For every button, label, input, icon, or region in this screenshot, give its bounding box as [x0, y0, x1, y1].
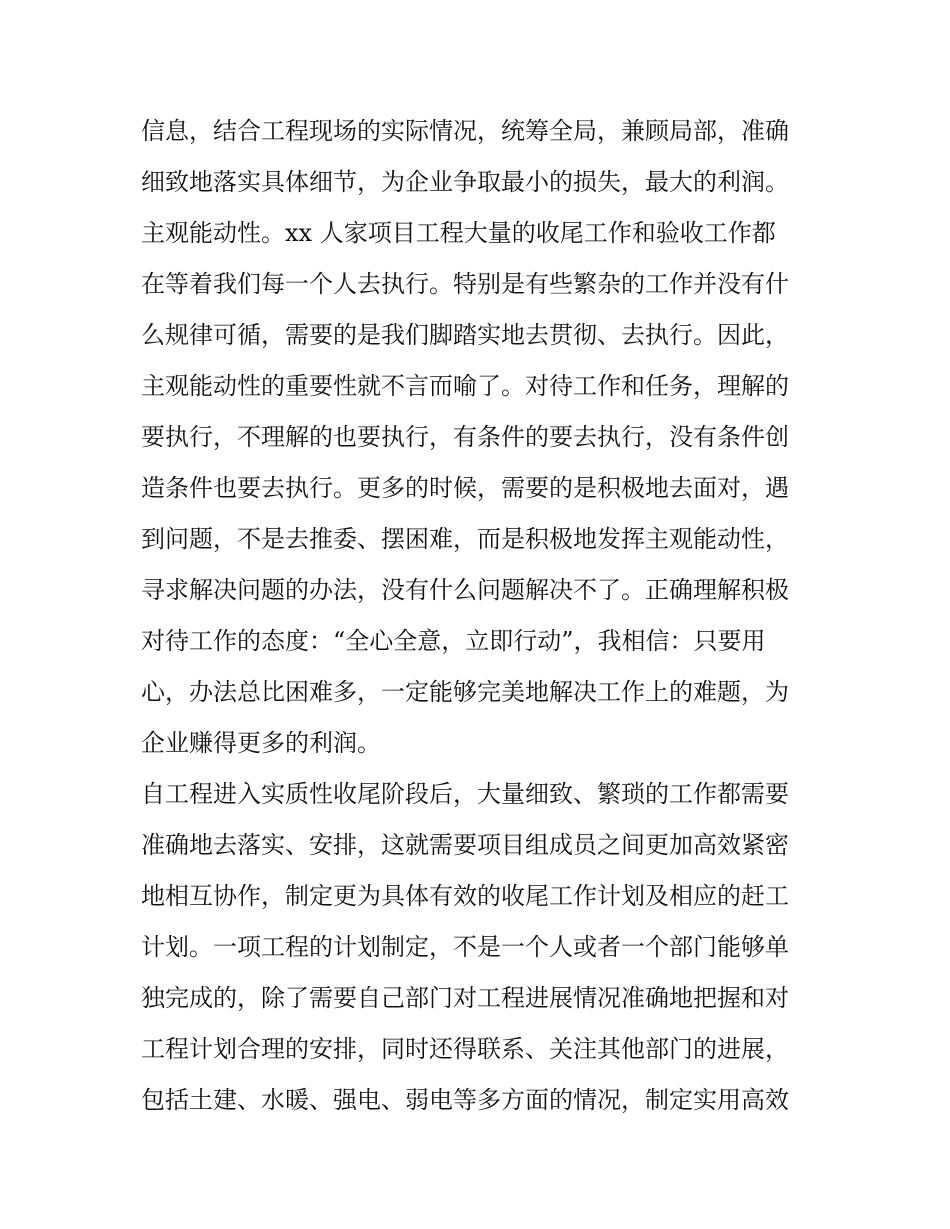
text-line: 信息，结合工程现场的实际情况，统筹全局，兼顾局部，准确: [141, 117, 789, 145]
text-line: 工程计划合理的安排，同时还得联系、关注其他部门的进展，: [141, 1035, 789, 1063]
text-line: 造条件也要去执行。更多的时候，需要的是积极地去面对，遇: [141, 474, 789, 502]
body-text: [141, 106, 821, 1126]
text-line: 企业赚得更多的利润。: [141, 729, 381, 757]
text-line: 心，办法总比困难多，一定能够完美地解决工作上的难题，为: [141, 678, 789, 706]
text-line: 主观能动性。xx 人家项目工程大量的收尾工作和验收工作都: [141, 219, 776, 247]
text-line: 主观能动性的重要性就不言而喻了。对待工作和任务，理解的: [141, 372, 789, 400]
text-line: 在等着我们每一个人去执行。特别是有些繁杂的工作并没有什: [141, 270, 789, 298]
text-line: 细致地落实具体细节，为企业争取最小的损失，最大的利润。: [141, 168, 789, 196]
text-line: 自工程进入实质性收尾阶段后，大量细致、繁琐的工作都需要: [141, 780, 789, 808]
text-line: 寻求解决问题的办法，没有什么问题解决不了。正确理解积极: [141, 576, 789, 604]
text-line: 要执行，不理解的也要执行，有条件的要去执行，没有条件创: [141, 423, 789, 451]
text-line: 么规律可循，需要的是我们脚踏实地去贯彻、去执行。因此，: [141, 321, 789, 349]
text-line: 包括土建、水暖、强电、弱电等多方面的情况，制定实用高效: [141, 1086, 789, 1114]
text-line: 到问题，不是去推委、摆困难，而是积极地发挥主观能动性，: [141, 525, 789, 553]
text-line: 对待工作的态度：“全心全意，立即行动”，我相信：只要用: [141, 627, 766, 655]
text-line: 准确地去落实、安排，这就需要项目组成员之间更加高效紧密: [141, 831, 789, 859]
text-line: 计划。一项工程的计划制定，不是一个人或者一个部门能够单: [141, 933, 789, 961]
text-line: 独完成的，除了需要自己部门对工程进展情况准确地把握和对: [141, 984, 789, 1012]
text-line: 地相互协作，制定更为具体有效的收尾工作计划及相应的赶工: [141, 882, 789, 910]
